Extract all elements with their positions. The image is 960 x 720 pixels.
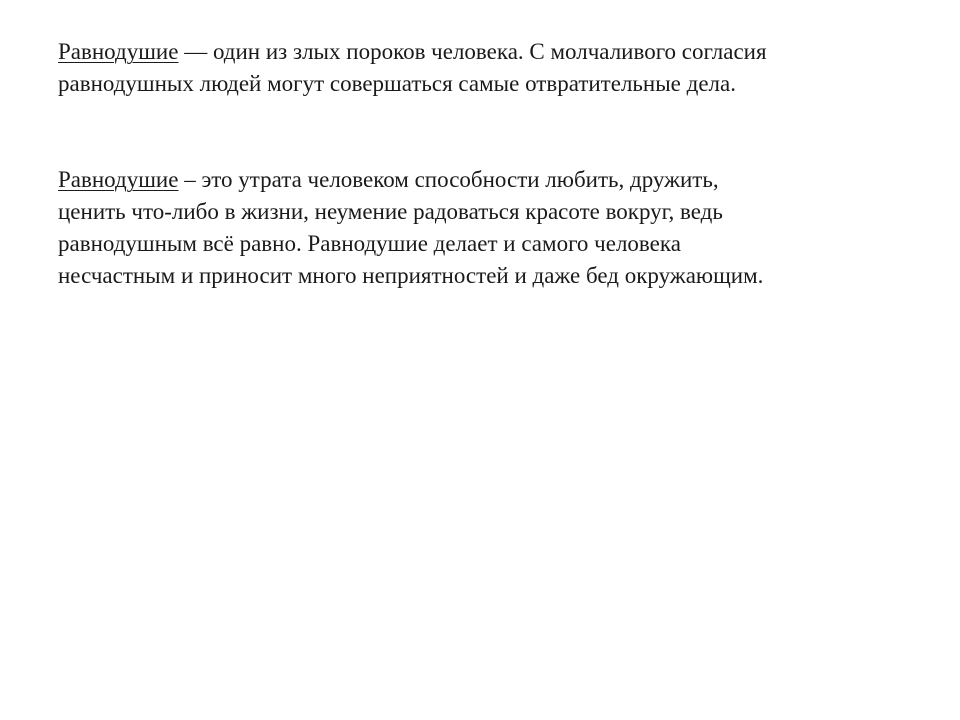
paragraph-2-line-3: равнодушным всё равно. Равнодушие делает и самого человека <box>58 231 681 256</box>
paragraph-1-line-2: равнодушных людей могут совершаться самые отвратительные дела. <box>58 71 736 96</box>
paragraph-1-line-1 <box>58 36 918 68</box>
definition-paragraph-2 <box>58 164 918 292</box>
paragraph-2-line-4: несчастным и приносит много неприятностей и даже бед окружающим. <box>58 263 764 288</box>
term-ravnodushie-1: Равнодушие <box>58 39 179 64</box>
definition-paragraph-1 <box>58 36 918 100</box>
paragraph-2-line-2: ценить что-либо в жизни, неумение радоваться красоте вокруг, ведь <box>58 199 723 224</box>
paragraph-2-line-1-text: – это утрата человеком способности любить, дружить, <box>178 167 719 192</box>
paragraph-1-line-1-text: — один из злых пороков человека. С молчаливого согласия <box>178 39 767 64</box>
term-ravnodushie-2: Равнодушие <box>58 167 179 192</box>
paragraph-2-line-1 <box>58 164 918 196</box>
